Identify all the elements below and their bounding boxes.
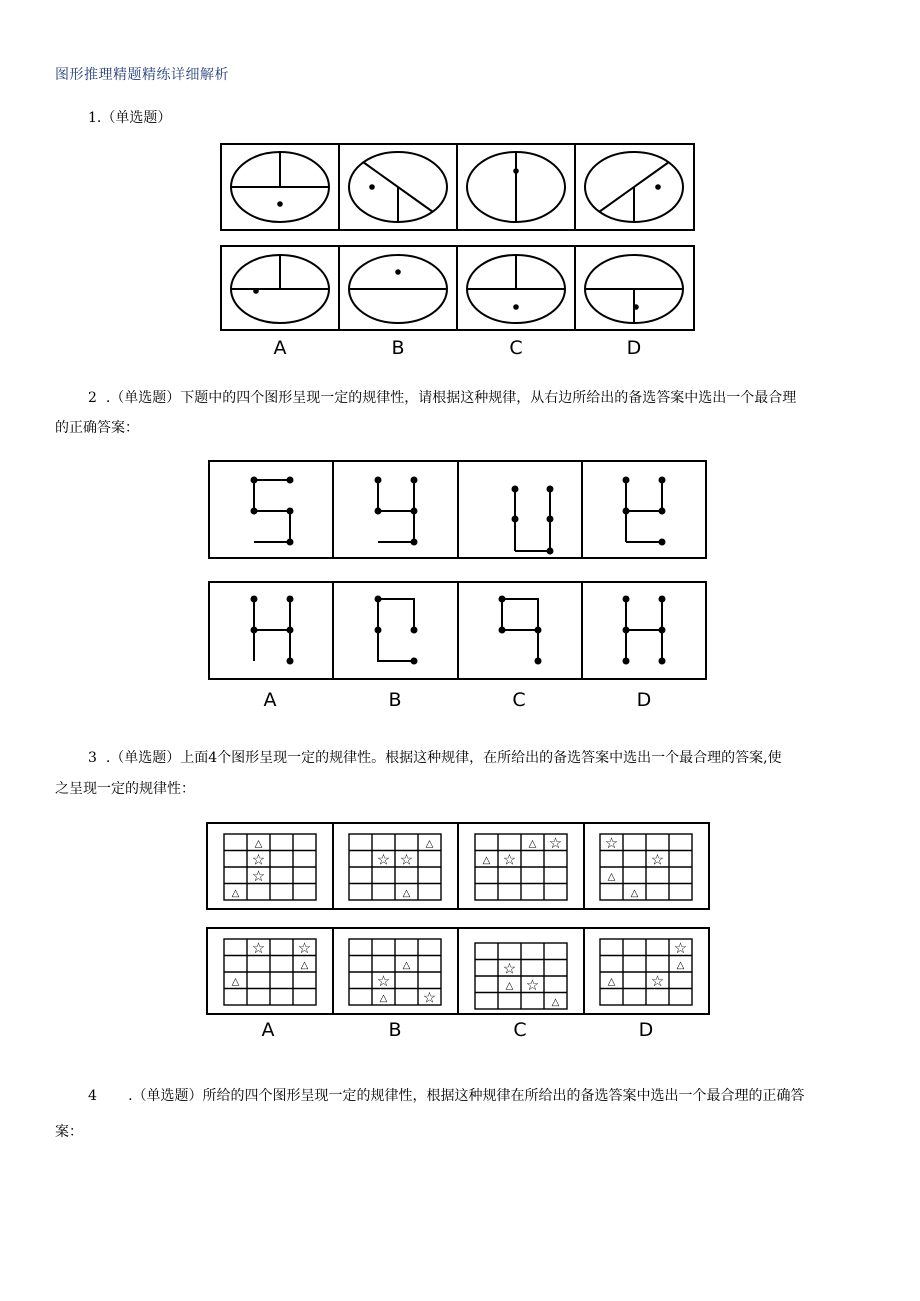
- star-icon: ☆: [251, 850, 266, 869]
- triangle-icon: △: [607, 976, 616, 988]
- triangle-icon: △: [402, 959, 411, 971]
- question-text: .（单选题）所给的四个图形呈现一定的规律性，根据这种规律在所给出的备选答案中选出一个最合理的正确答: [128, 1088, 805, 1104]
- question-number: 1.: [88, 110, 102, 126]
- q3-stem-grid-3: [475, 834, 567, 900]
- triangle-icon: △: [505, 980, 514, 992]
- question-text: .（单选题）下题中的四个图形呈现一定的规律性，请根据这种规律，从右边所给出的备选答案中选出一个最合理: [105, 390, 797, 406]
- star-icon: ☆: [673, 938, 688, 957]
- star-icon: ☆: [502, 850, 517, 869]
- q1-option-label-d[interactable]: D: [626, 337, 642, 359]
- question-number: 3: [88, 750, 97, 766]
- star-icon: ☆: [650, 971, 665, 990]
- triangle-icon: △: [607, 871, 616, 883]
- q3-option-c-grid[interactable]: [475, 943, 567, 1009]
- star-icon: ☆: [422, 988, 437, 1007]
- q1-option-label-b[interactable]: B: [391, 337, 405, 359]
- question-number: 4: [88, 1088, 97, 1104]
- q2-option-label-a[interactable]: A: [263, 689, 277, 711]
- star-icon: ☆: [650, 850, 665, 869]
- q3-stem-grid-4: [600, 834, 692, 900]
- triangle-icon: △: [254, 838, 263, 850]
- triangle-icon: △: [528, 838, 537, 850]
- star-icon: ☆: [297, 938, 312, 957]
- q2-option-label-c[interactable]: C: [512, 689, 526, 711]
- star-icon: ☆: [399, 850, 414, 869]
- q1-option-label-a[interactable]: A: [273, 337, 287, 359]
- q3-stem-grid-2: [349, 834, 441, 900]
- star-icon: ☆: [525, 975, 540, 994]
- question-2-text-cont: 的正确答案：: [55, 420, 139, 436]
- star-icon: ☆: [251, 866, 266, 885]
- star-icon: ☆: [251, 938, 266, 957]
- question-4-text: [88, 1080, 868, 1113]
- triangle-icon: △: [425, 838, 434, 850]
- q3-options-row: [207, 928, 709, 1014]
- triangle-icon: △: [231, 976, 240, 988]
- triangle-icon: △: [551, 996, 560, 1008]
- triangle-icon: △: [231, 887, 240, 899]
- triangle-icon: △: [676, 959, 685, 971]
- triangle-icon: △: [300, 959, 309, 971]
- star-icon: ☆: [604, 833, 619, 852]
- triangle-icon: △: [630, 887, 639, 899]
- star-icon: ☆: [502, 959, 517, 978]
- document-title: 图形推理精题精练详细解析: [55, 67, 229, 83]
- question-4-text-cont: 案：: [55, 1124, 83, 1140]
- question-number: 2: [88, 390, 97, 406]
- q3-option-label-c[interactable]: C: [513, 1019, 527, 1041]
- q3-stem-grid-1: [224, 834, 316, 900]
- question-3-text-cont: 之呈现一定的规律性：: [55, 781, 195, 797]
- q3-option-label-a[interactable]: A: [261, 1019, 275, 1041]
- q3-option-a-grid[interactable]: [224, 939, 316, 1005]
- q3-option-label-d[interactable]: D: [638, 1019, 654, 1041]
- star-icon: ☆: [376, 971, 391, 990]
- q2-option-label-b[interactable]: B: [388, 689, 402, 711]
- star-icon: ☆: [548, 833, 563, 852]
- q3-option-b-grid[interactable]: [349, 939, 441, 1006]
- triangle-icon: △: [402, 887, 411, 899]
- q2-option-label-d[interactable]: D: [636, 689, 652, 711]
- q3-option-d-grid[interactable]: [600, 939, 692, 1005]
- star-icon: ☆: [376, 850, 391, 869]
- triangle-icon: △: [482, 854, 491, 866]
- q1-option-label-c[interactable]: C: [509, 337, 523, 359]
- triangle-icon: △: [379, 992, 388, 1004]
- question-text: .（单选题）上面4个图形呈现一定的规律性。根据这种规律，在所给出的备选答案中选出一个最合理的答案,使: [105, 750, 782, 766]
- question-text: （单选题）: [101, 110, 172, 126]
- q3-option-label-b[interactable]: B: [388, 1019, 402, 1041]
